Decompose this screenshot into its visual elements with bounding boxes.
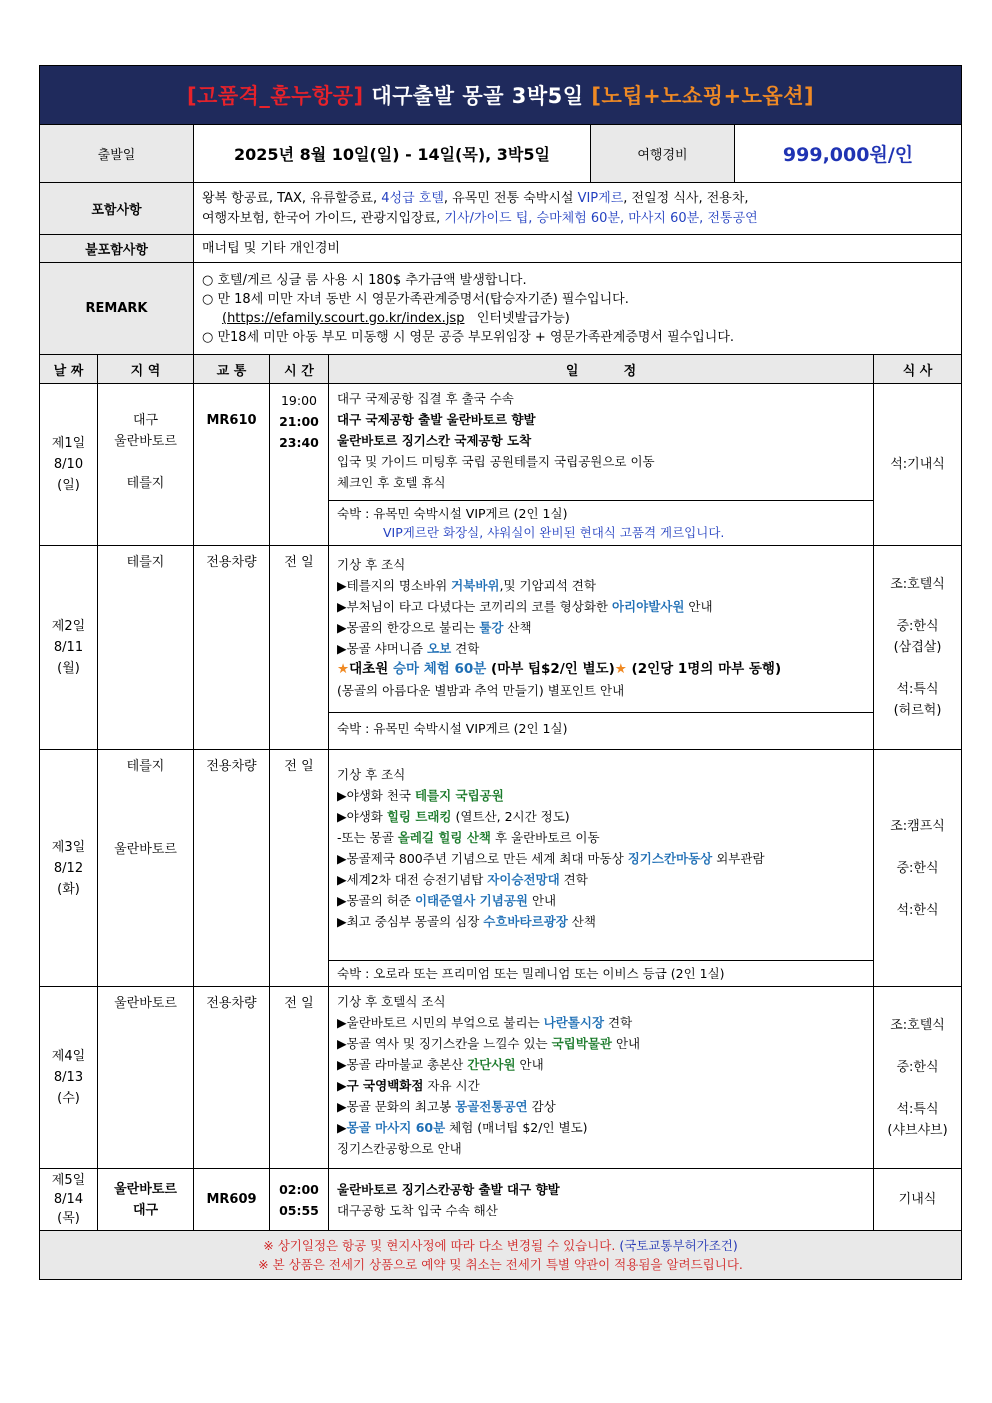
cost-label: 여행경비 [591, 125, 735, 183]
footer-notice: ※ 상기일정은 항공 및 현지사정에 따라 다소 변경될 수 있습니다. (국토교통부허가조건) ※ 본 상품은 전세기 상품으로 예약 및 취소는 전세기 특별 약관이 적용됨을 알려드립니다. [40, 1231, 962, 1280]
schedule-header-row [40, 355, 962, 384]
day-region: 울란바토르 대구 [98, 1169, 194, 1231]
exclude-value: 매너팁 및 기타 개인경비 [194, 235, 962, 263]
day-row [40, 546, 962, 750]
day-time: 전 일 [270, 546, 329, 750]
title-airline: [고품격_훈누항공] [186, 84, 364, 108]
title-tags: [노팁+노쇼핑+노옵션] [591, 84, 815, 108]
day-label: 제2일 8/11 (월) [40, 546, 98, 750]
include-value: 왕복 항공료, TAX, 유류할증료, 4성급 호텔, 유목민 전통 숙박시설 VIP게르, 전일정 식사, 전용차, 여행자보험, 한국어 가이드, 관광지입장료, 기사/가이드 팁, 승마체험 60분, 마사지 60분, 전통공연 [194, 183, 962, 235]
day-region: 테를지 [98, 546, 194, 750]
day-transport: 전용차량 [194, 546, 270, 750]
header-date: 날 짜 [40, 355, 98, 384]
day-schedule: 울란바토르 징기스칸공항 출발 대구 향발 대구공항 도착 입국 수속 해산 [329, 1169, 874, 1231]
day-meal: 조:캠프식 중:한식 석:한식 [874, 750, 962, 987]
header-schedule: 일 정 [329, 355, 874, 384]
cost-value: 999,000원/인 [735, 125, 962, 183]
title-trip: 대구출발 몽골 3박5일 [363, 84, 592, 108]
day-row [40, 987, 962, 1169]
day-row [40, 384, 962, 546]
depart-label: 출발일 [40, 125, 194, 183]
page-title [40, 66, 962, 125]
day-time: 전 일 [270, 987, 329, 1169]
day-schedule: 대구 국제공항 집결 후 출국 수속 대구 국제공항 출발 울란바토르 향발 울란바토르 징기스칸 국제공항 도착 입국 및 가이드 미팅후 국립 공원테를지 국립공원으로 이동 체크인 후 호텔 휴식 숙박 : 유목민 숙박시설 VIP게르 (2인 1실) VIP게르란 화장실, 샤워실이 완비된 현대식 고품격 게르입니다. [329, 384, 874, 546]
day-stay: 숙박 : 오로라 또는 프리미엄 또는 밀레니엄 또는 이비스 등급 (2인 1실) [329, 960, 873, 986]
day-region: 테를지 울란바토르 [98, 750, 194, 987]
header-time: 시 간 [270, 355, 329, 384]
remark-label: REMARK [40, 263, 194, 355]
remark-item: ○ 만 18세 미만 자녀 동반 시 영문가족관계증명서(탑승자기준) 필수입니다. [202, 291, 629, 307]
family-cert-link[interactable]: (https://efamily.scourt.go.kr/index.jsp [222, 310, 465, 326]
remark-item: ○ 만18세 미만 아동 부모 미동행 시 영문 공증 부모위임장 + 영문가족관계증명서 필수입니다. [202, 329, 735, 345]
day-transport: MR609 [194, 1169, 270, 1231]
day-region: 울란바토르 [98, 987, 194, 1169]
day-region: 대구 울란바토르 테를지 [98, 384, 194, 546]
day-row [40, 750, 962, 987]
day-meal: 석:기내식 [874, 384, 962, 546]
header-meal: 식 사 [874, 355, 962, 384]
day-label: 제3일 8/12 (화) [40, 750, 98, 987]
day-meal: 조:호텔식 중:한식 석:특식 (샤브샤브) [874, 987, 962, 1169]
day-times: 02:00 05:55 [270, 1169, 329, 1231]
day-row [40, 1169, 962, 1231]
day-label: 제4일 8/13 (수) [40, 987, 98, 1169]
day-meal: 기내식 [874, 1169, 962, 1231]
day-label: 제5일 8/14 (목) [40, 1169, 98, 1231]
include-label: 포함사항 [40, 183, 194, 235]
exclude-label: 불포함사항 [40, 235, 194, 263]
day-transport: 전용차량 [194, 987, 270, 1169]
day-time: 전 일 [270, 750, 329, 987]
day-stay: 숙박 : 유목민 숙박시설 VIP게르 (2인 1실) [329, 712, 873, 744]
day-schedule: 기상 후 조식 ▶야생화 천국 테를지 국립공원 ▶야생화 힐링 트래킹 (열트산, 2시간 정도) -또는 몽골 올레길 힐링 산책 후 울란바토르 이동 ▶몽골제국 800주년 기념으로 만든 세계 최대 마동상 징기스칸마동상 외부관람 ▶세계2차 대전 승전기념탑 자이승전망대 견학 ▶몽골의 허준 이태준열사 기념공원 안내 ▶최고 중심부 몽골의 심장 수흐바타르광장 산책 숙박 : 오로라 또는 프리미엄 또는 밀레니엄 또는 이비스 등급 (2인 1실) [329, 750, 874, 987]
day-transport: 전용차량 [194, 750, 270, 987]
day-stay: 숙박 : 유목민 숙박시설 VIP게르 (2인 1실) VIP게르란 화장실, 샤워실이 완비된 현대식 고품격 게르입니다. [329, 500, 873, 545]
day-times: 19:00 21:00 23:40 [270, 384, 329, 546]
remark-list: ○ 호텔/게르 싱글 룸 사용 시 180$ 추가금액 발생합니다. ○ 만 18세 미만 자녀 동반 시 영문가족관계증명서(탑승자기준) 필수입니다. (https://efamily.scourt.go.kr/index.jsp 인터넷발급가능) ○ 만18세 미만 아동 부모 미동행 시 영문 공증 부모위임장 + 영문가족관계증명서 필수입니다. [194, 263, 962, 355]
depart-value: 2025년 8월 10일(일) - 14일(목), 3박5일 [194, 125, 591, 183]
day-meal: 조:호텔식 중:한식 (삼겹살) 석:특식 (허르헉) [874, 546, 962, 750]
header-transport: 교 통 [194, 355, 270, 384]
itinerary-table [39, 65, 962, 1280]
day-label: 제1일 8/10 (일) [40, 384, 98, 546]
itinerary-document [39, 65, 961, 1280]
day-schedule: 기상 후 호텔식 조식 ▶울란바토르 시민의 부엌으로 불리는 나란톨시장 견학 ▶몽골 역사 및 징기스칸을 느낄수 있는 국립박물관 안내 ▶몽골 라마불교 총본산 간단사원 안내 ▶구 국영백화점 자유 시간 ▶몽골 문화의 최고봉 몽골전통공연 감상 ▶몽골 마사지 60분 체험 (매너팁 $2/인 별도) 징기스칸공항으로 안내 [329, 987, 874, 1169]
day-transport: MR610 [194, 384, 270, 546]
day-schedule: 기상 후 조식 ▶테를지의 명소바위 거북바위,및 기암괴석 견학 ▶부처님이 타고 다녔다는 코끼리의 코를 형상화한 아리야발사원 안내 ▶몽골의 한강으로 불리는 툴강 산책 ▶몽골 샤머니즘 오보 견학 ★대초원 승마 체험 60분 (마부 팁$2/인 별도)★ (2인당 1명의 마부 동행) (몽골의 아름다운 별밤과 추억 만들기) 별포인트 안내 숙박 : 유목민 숙박시설 VIP게르 (2인 1실) [329, 546, 874, 750]
header-region: 지 역 [98, 355, 194, 384]
remark-item: ○ 호텔/게르 싱글 룸 사용 시 180$ 추가금액 발생합니다. [202, 272, 527, 288]
